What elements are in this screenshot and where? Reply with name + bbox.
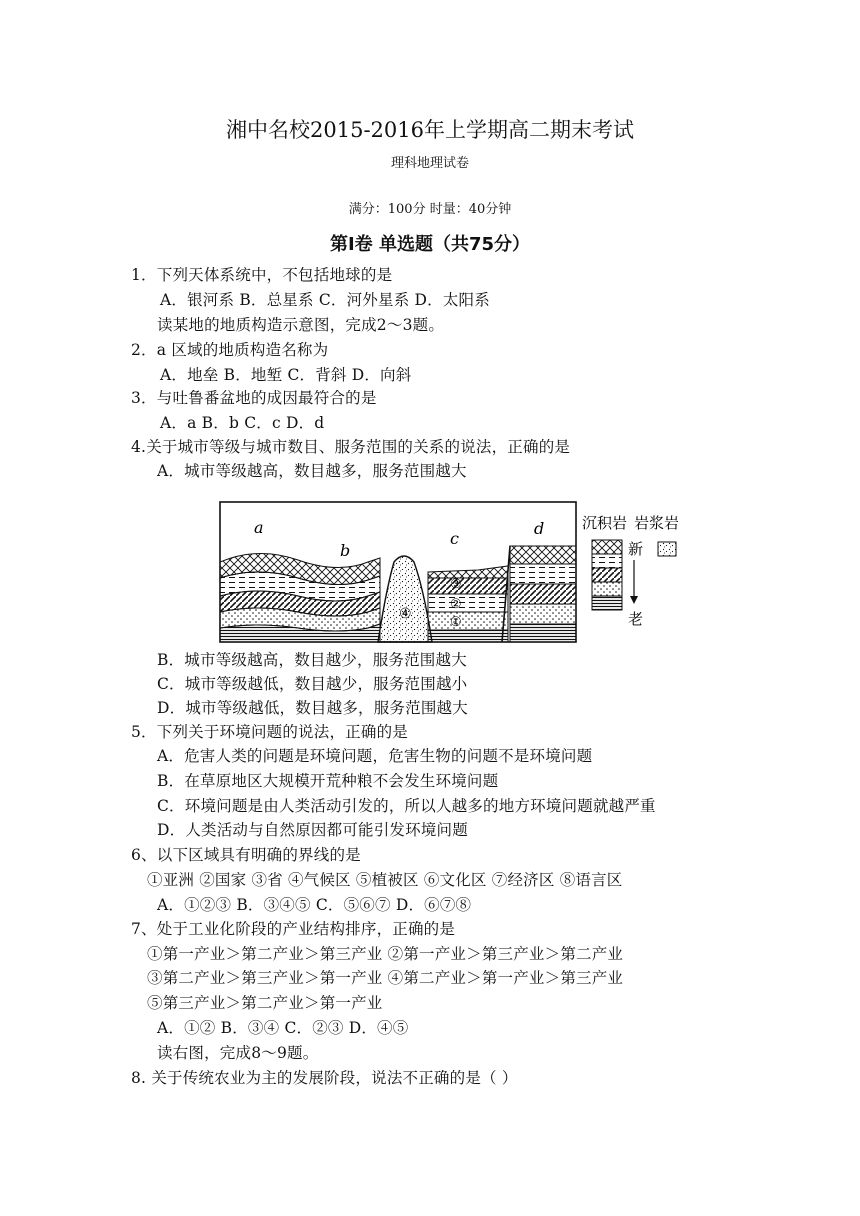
- layer-label-3: ③: [450, 577, 462, 592]
- question-4-stem: 4.关于城市等级与城市数目、服务范围的关系的说法，正确的是: [131, 438, 571, 456]
- legend-sedimentary-label: 沉积岩: [582, 514, 628, 532]
- question-4-option-c: C．城市等级越低，数目越少，服务范围越小: [157, 675, 468, 693]
- question-6-options: A．①②③ B．③④⑤ C．⑤⑥⑦ D．⑥⑦⑧: [157, 896, 472, 914]
- layer-2-middle: [428, 594, 508, 612]
- legend-swatch-igneous: [658, 542, 676, 556]
- exam-meta: 满分：100分 时量：40分钟: [348, 202, 512, 217]
- question-2-stem: 2．a 区域的地质构造名称为: [131, 341, 329, 359]
- legend-old-label: 老: [628, 610, 644, 628]
- question-4-option-a: A．城市等级越高，数目越多，服务范围越大: [157, 462, 467, 480]
- legend-igneous-label: 岩浆岩: [634, 514, 678, 532]
- block-d-diag: [510, 584, 576, 604]
- layer-3-middle: [428, 578, 508, 594]
- block-d-base: [510, 624, 576, 642]
- question-5-stem: 5．下列关于环境问题的说法，正确的是: [131, 723, 408, 741]
- exam-title: 湘中名校2015-2016年上学期高二期末考试: [226, 118, 634, 142]
- layer-label-1: ①: [450, 615, 462, 630]
- geologic-structure-diagram: [218, 500, 678, 646]
- reading-instruction-2-3: 读某地的地质构造示意图，完成2～3题。: [157, 316, 445, 334]
- question-5-option-b: B．在草原地区大规模开荒种粮不会发生环境问题: [157, 772, 499, 790]
- region-label-d: d: [534, 519, 545, 538]
- legend-swatch-horiz: [592, 596, 622, 610]
- exam-subtitle: 理科地理试卷: [390, 156, 469, 171]
- question-4-option-d: D．城市等级越低，数目越多，服务范围越大: [157, 699, 468, 717]
- question-8-stem: 8. 关于传统农业为主的发展阶段，说法不正确的是（ ）: [131, 1069, 518, 1087]
- legend-swatch-dots: [592, 582, 622, 596]
- reading-instruction-8-9: 读右图，完成8～9题。: [157, 1044, 319, 1062]
- question-3-stem: 3．与吐鲁番盆地的成因最符合的是: [131, 389, 377, 407]
- question-6-items: ①亚洲 ②国家 ③省 ④气候区 ⑤植被区 ⑥文化区 ⑦经济区 ⑧语言区: [147, 871, 623, 889]
- question-1-options: A．银河系 B．总星系 C．河外星系 D．太阳系: [160, 291, 490, 309]
- block-d-dash: [510, 564, 576, 584]
- legend-swatch-cross: [592, 540, 622, 554]
- legend-swatch-dash: [592, 554, 622, 568]
- question-6-stem: 6、以下区域具有明确的界线的是: [131, 846, 361, 864]
- question-7-stem: 7、处于工业化阶段的产业结构排序，正确的是: [131, 920, 456, 938]
- question-7-options: A．①② B．③④ C．②③ D．④⑤: [157, 1019, 409, 1037]
- region-label-a: a: [254, 518, 264, 537]
- region-label-b: b: [340, 541, 351, 560]
- layer-1-middle: [428, 612, 508, 630]
- intrusion-label-4: ④: [399, 606, 412, 622]
- legend-arrow-head: [630, 596, 638, 604]
- geologic-structure-figure: [218, 500, 678, 650]
- block-d-dots: [510, 604, 576, 624]
- question-7-items-3-4: ③第二产业＞第三产业＞第一产业 ④第二产业＞第一产业＞第三产业: [147, 969, 624, 987]
- legend-swatch-diag: [592, 568, 622, 582]
- layer-label-2: ②: [450, 597, 462, 612]
- question-5-option-d: D．人类活动与自然原因都可能引发环境问题: [157, 821, 468, 839]
- region-label-c: c: [450, 529, 459, 548]
- question-7-items-1-2: ①第一产业＞第二产业＞第三产业 ②第一产业＞第三产业＞第二产业: [147, 945, 624, 963]
- question-5-option-c: C．环境问题是由人类活动引发的，所以人越多的地方环境问题就越严重: [157, 797, 656, 815]
- question-2-options: A．地垒 B．地堑 C．背斜 D．向斜: [160, 366, 412, 384]
- block-d-top: [510, 546, 576, 564]
- question-4-option-b: B．城市等级越高，数目越少，服务范围越大: [157, 651, 467, 669]
- question-5-option-a: A．危害人类的问题是环境问题，危害生物的问题不是环境问题: [157, 747, 593, 765]
- question-1-stem: 1．下列天体系统中，不包括地球的是: [131, 266, 393, 284]
- section-heading: 第Ⅰ卷 单选题（共75分）: [329, 234, 530, 255]
- question-3-options: A．a B．b C．c D．d: [160, 414, 325, 432]
- question-7-item-5: ⑤第三产业＞第二产业＞第一产业: [147, 994, 383, 1012]
- legend-new-label: 新: [628, 540, 644, 558]
- layer-base-middle: [428, 630, 508, 642]
